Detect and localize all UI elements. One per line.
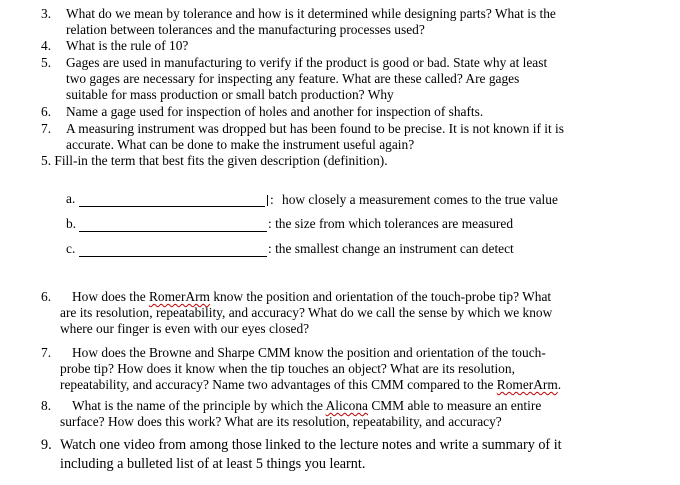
answer-blank[interactable]	[79, 256, 267, 257]
question-number: 9.	[41, 437, 52, 453]
question-text: relation between tolerances and the manufacturing processes used?	[66, 22, 425, 37]
question-number: 4.	[41, 38, 52, 53]
question-number: 6.	[41, 289, 52, 304]
question-text: What do we mean by tolerance and how is it determined while designing parts? What is the	[66, 6, 556, 21]
fill-in-definition: : the smallest change an instrument can detect	[268, 241, 514, 256]
question-text: probe tip? How does it know when the tip touches an object? What are its resolution,	[60, 361, 515, 376]
question-text: two gages are necessary for inspecting any feature. What are these called? Are gages	[66, 71, 520, 86]
question-text: A measuring instrument was dropped but has been found to be precise. It is not known if it is	[66, 121, 564, 136]
answer-blank[interactable]	[79, 206, 265, 207]
question-text: where our finger is even with our eyes closed?	[60, 321, 310, 336]
question-number: 7.	[41, 121, 52, 136]
question-number: 8.	[41, 398, 52, 413]
question-text: including a bulleted list of at least 5 things you learnt.	[60, 456, 366, 472]
question-number: 3.	[41, 6, 52, 21]
question-text: Name a gage used for inspection of holes and another for inspection of shafts.	[66, 104, 484, 119]
question-text: Watch one video from among those linked to the lecture notes and write a summary of it	[60, 437, 562, 453]
question-text: surface? How does this work? What are its resolution, repeatability, and accuracy?	[60, 414, 502, 429]
question-text: repeatability, and accuracy? Name two advantages of this CMM compared to the RomerArm.	[60, 377, 562, 392]
fill-in-heading: 5. Fill-in the term that best fits the given description (definition).	[41, 153, 388, 168]
fill-in-label: c.	[66, 241, 76, 256]
question-text: How does the Browne and Sharpe CMM know the position and orientation of the touch-	[72, 345, 546, 360]
fill-in-label: b.	[66, 216, 77, 231]
question-text: accurate. What can be done to make the instrument useful again?	[66, 137, 415, 152]
question-number: 7.	[41, 345, 52, 360]
question-text: are its resolution, repeatability, and accuracy? What do we call the sense by which we know	[60, 305, 553, 320]
fill-in-separator: :	[270, 192, 274, 207]
question-text: suitable for mass production or small batch production? Why	[66, 87, 394, 102]
question-text: Gages are used in manufacturing to verify if the product is good or bad. State why at least	[66, 55, 548, 70]
question-text: What is the rule of 10?	[66, 38, 189, 53]
question-number: 6.	[41, 104, 52, 119]
answer-blank[interactable]	[79, 231, 267, 232]
fill-in-definition: how closely a measurement comes to the true value	[282, 192, 558, 207]
text-cursor	[267, 195, 268, 206]
question-text: What is the name of the principle by which the Alicona CMM able to measure an entire	[72, 398, 542, 413]
question-text: How does the RomerArm know the position and orientation of the touch-probe tip? What	[72, 289, 552, 304]
fill-in-label: a.	[66, 191, 76, 206]
fill-in-definition: : the size from which tolerances are measured	[268, 216, 514, 231]
question-number: 5.	[41, 55, 52, 70]
